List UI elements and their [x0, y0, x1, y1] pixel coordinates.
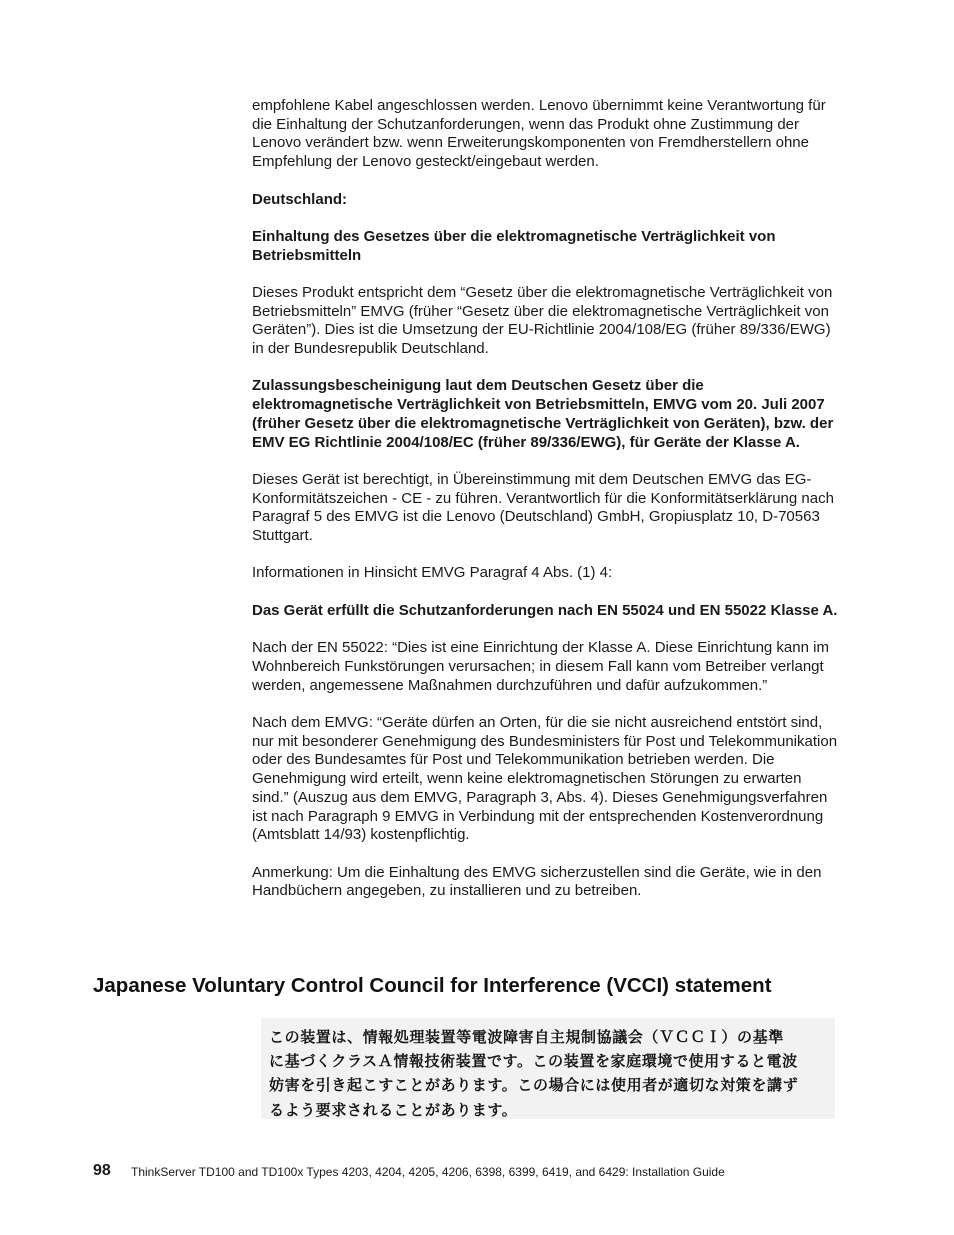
section-heading-vcci: Japanese Voluntary Control Council for Interference (VCCI) statement — [93, 974, 772, 997]
vcci-line: るよう要求されることがあります。 — [269, 1100, 518, 1119]
vcci-statement-image — [261, 1018, 835, 1119]
paragraph-emvg-information: Informationen in Hinsicht EMVG Paragraf 4 Abs. (1) 4: — [252, 564, 613, 582]
heading-germany: Deutschland: — [252, 190, 348, 208]
paragraph-en55022-class-a: Nach der EN 55022: “Dies ist eine Einrichtung der Klasse A. Diese Einrichtung kann im Wohnbereich Funkstörungen verursachen; in diesem Fall kann vom Betreiber verlangt werden, angemessene Maßnahmen durchzuführen und dafür aufzukommen.” — [252, 639, 829, 694]
paragraph-emvg-conformity: Dieses Produkt entspricht dem “Gesetz über die elektromagnetische Verträglichkeit von Betriebsmitteln” EMVG (früher “Gesetz über die elektromagnetische Verträglichkeit von Geräten”). Dies ist die Umsetzung der EU-Richtlinie 2004/108/EG (früher 89/336/EWG) in der Bundesrepublik Deutschland. — [252, 283, 833, 358]
vcci-line: この装置は、情報処理装置等電波障害自主規制協議会（ＶＣＣＩ）の基準 — [269, 1028, 784, 1046]
heading-en55024-en55022: Das Gerät erfüllt die Schutzanforderungen nach EN 55024 und EN 55022 Klasse A. — [252, 601, 838, 619]
vcci-line: に基づくクラスＡ情報技術装置です。この装置を家庭環境で使用すると電波 — [269, 1052, 798, 1071]
footer-document-title: ThinkServer TD100 and TD100x Types 4203, 4204, 4205, 4206, 6398, 6399, 6419, and 6429: Installation Guide — [131, 1165, 725, 1179]
body-text — [252, 97, 842, 920]
paragraph-ce-mark: Dieses Gerät ist berechtigt, in Übereinstimmung mit dem Deutschen EMVG das EG-Konformitätszeichen - CE - zu führen. Verantwortlich für die Konformitätserklärung nach Paragraf 5 des EMVG ist die Lenovo (Deutschland) GmbH, Gropiusplatz 10, D-70563 Stuttgart. — [252, 470, 834, 545]
page-number: 98 — [93, 1162, 111, 1179]
heading-approval-certificate: Zulassungsbescheinigung laut dem Deutschen Gesetz über die elektromagnetische Verträglichkeit von Betriebsmitteln, EMVG vom 20. Juli 2007 (früher Gesetz über die elektromagnetische Verträglichkeit von Geräten), bzw. der EMV EG Richtlinie 2004/108/EC (früher 89/336/EWG), für Geräte der Klasse A. — [252, 377, 834, 451]
heading-emvg-compliance: Einhaltung des Gesetzes über die elektromagnetische Verträglichkeit von Betriebsmitteln — [252, 227, 776, 264]
paragraph-emvg-approval: Nach dem EMVG: “Geräte dürfen an Orten, für die sie nicht ausreichend entstört sind, nur mit besonderer Genehmigung des Bundesministers für Post und Telekommunikation oder des Bundesamtes für Post und Telekommunikation betrieben werden. Die Genehmigung wird erteilt, wenn keine elektromagnetischen Störungen zu erwarten sind.” (Auszug aus dem EMVG, Paragraph 3, Abs. 4). Dieses Genehmigungsverfahren ist nach Paragraph 9 EMVG in Verbindung mit der entsprechenden Kostenverordnung (Amtsblatt 14/93) kostenpflichtig. — [252, 714, 838, 844]
paragraph-note: Anmerkung: Um die Einhaltung des EMVG sicherzustellen sind die Geräte, wie in den Handbüchern angegeben, zu installieren und zu betreiben. — [252, 863, 822, 900]
paragraph-cable-recommendation: empfohlene Kabel angeschlossen werden. Lenovo übernimmt keine Verantwortung für die Einhaltung der Schutzanforderungen, wenn das Produkt ohne Zustimmung der Lenovo verändert bzw. wenn Erweiterungskomponenten von Fremdherstellern ohne Empfehlung der Lenovo gesteckt/eingebaut werden. — [252, 97, 826, 171]
page-footer — [93, 1162, 893, 1186]
vcci-line: 妨害を引き起こすことがあります。この場合には使用者が適切な対策を講ず — [269, 1076, 799, 1095]
